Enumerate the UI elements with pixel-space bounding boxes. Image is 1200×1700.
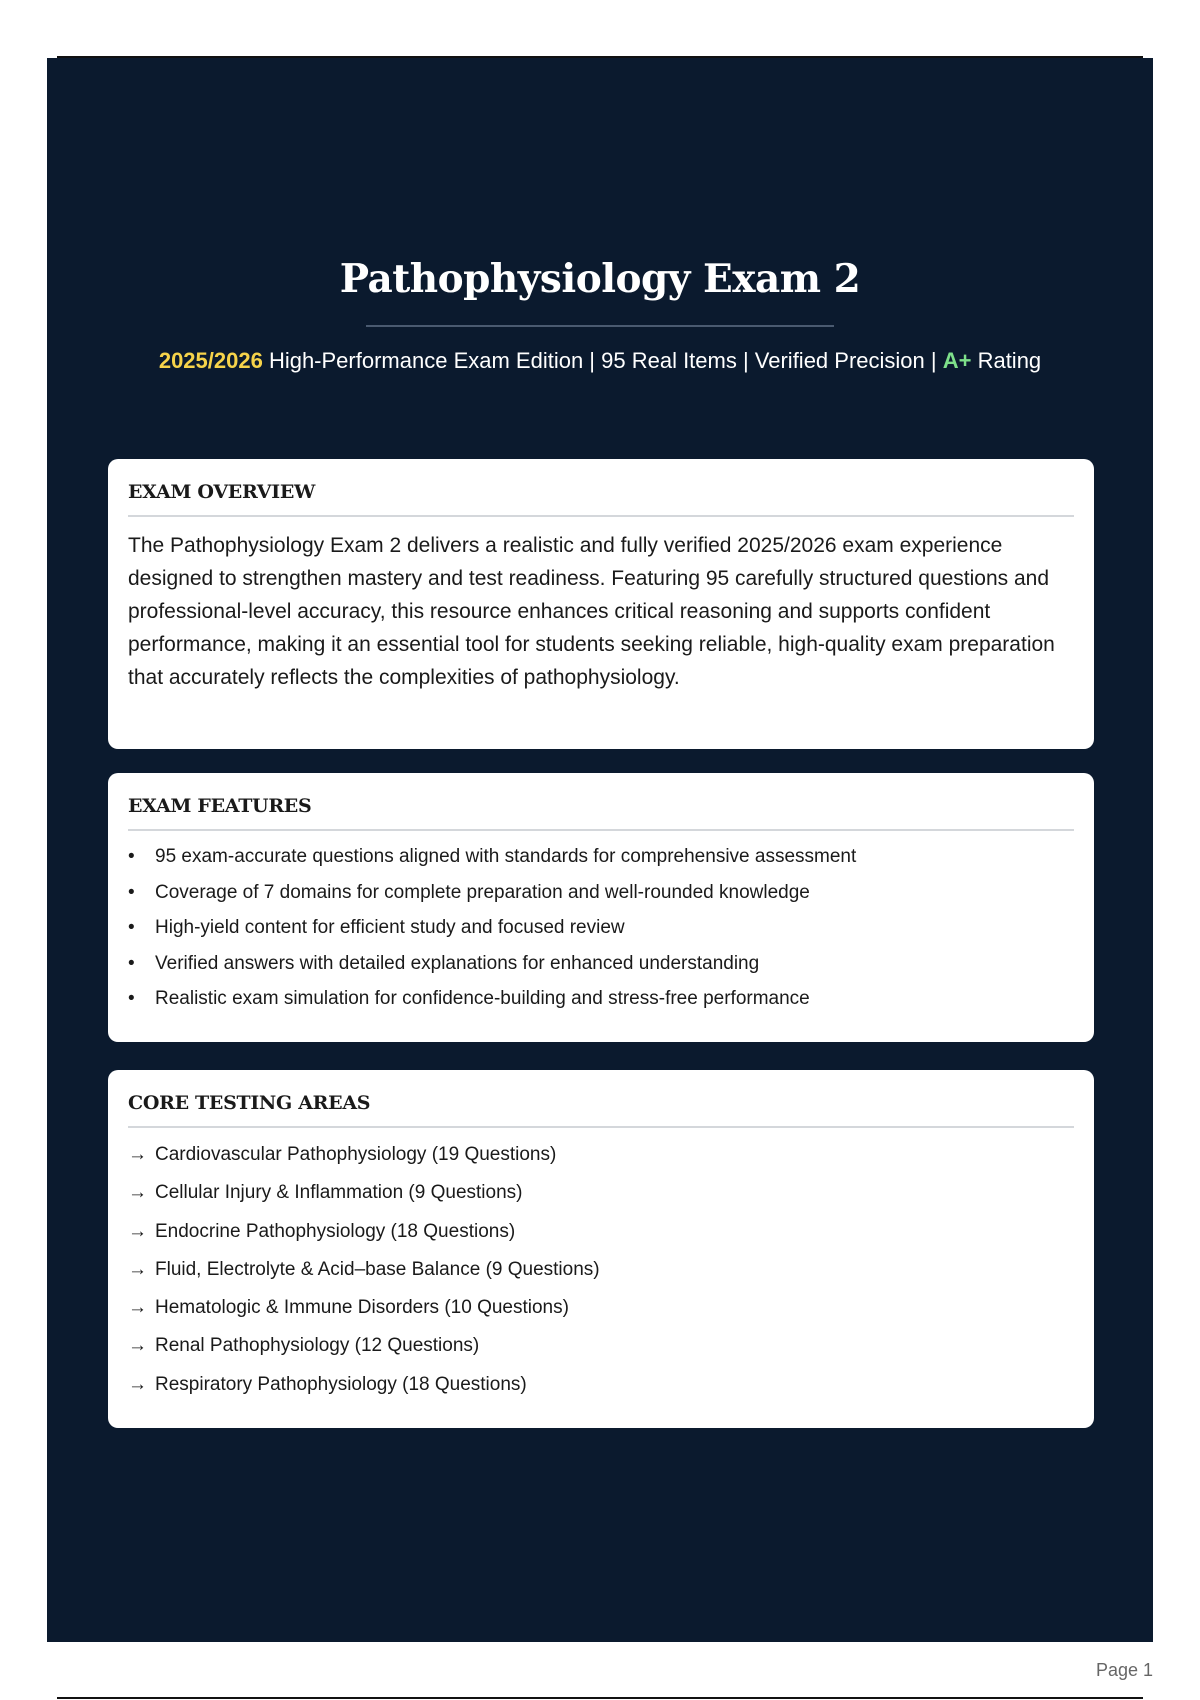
testing-area-text: Renal Pathophysiology (12 Questions) [155, 1335, 480, 1357]
testing-area-item [128, 1174, 1074, 1212]
arrow-right-icon: → [128, 1297, 147, 1319]
testing-area-item [128, 1136, 1074, 1174]
subtitle-details: High-Performance Exam Edition | 95 Real Items | Verified Precision | [262, 348, 943, 373]
feature-item [128, 946, 1074, 982]
testing-area-text: Respiratory Pathophysiology (18 Questions) [155, 1373, 527, 1395]
testing-area-text: Cellular Injury & Inflammation (9 Questions) [155, 1182, 523, 1204]
subtitle-grade: A+ [942, 348, 972, 373]
bullet-icon: • [128, 952, 135, 974]
feature-item-text: High-yield content for efficient study and focused review [155, 917, 625, 938]
feature-item-text: Coverage of 7 domains for complete preparation and well-rounded knowledge [155, 881, 810, 903]
feature-item [128, 981, 1074, 1017]
arrow-right-icon: → [128, 1335, 147, 1357]
page-number: Page 1 [1095, 1660, 1153, 1680]
bullet-icon: • [128, 917, 135, 938]
bottom-page-rule [57, 1697, 1143, 1699]
feature-item [128, 910, 1074, 946]
subtitle-rating: Rating [971, 348, 1042, 373]
page-title: Pathophysiology Exam 2 [339, 256, 861, 302]
testing-area-text: Fluid, Electrolyte & Acid–base Balance (9 Questions) [155, 1258, 600, 1280]
bullet-icon: • [128, 881, 135, 903]
exam-overview-heading: EXAM OVERVIEW [128, 481, 1074, 517]
testing-area-item [128, 1289, 1074, 1327]
bullet-icon: • [128, 988, 135, 1009]
cover-panel [47, 58, 1153, 1642]
feature-item [128, 839, 1074, 875]
testing-area-text: Hematologic & Immune Disorders (10 Questions) [155, 1297, 569, 1319]
subtitle [117, 344, 1083, 377]
testing-area-item [128, 1366, 1074, 1404]
testing-area-item [128, 1327, 1074, 1365]
exam-overview-text: The Pathophysiology Exam 2 delivers a realistic and fully verified 2025/2026 exam experience designed to strengthen mastery and test readiness. Featuring 95 carefully structured questions and professional-level accuracy, this resource enhances critical reasoning and supports confident performance, making it an essential tool for students seeking reliable, high-quality exam preparation that accurately reflects the complexities of pathophysiology. [128, 534, 1055, 689]
arrow-right-icon: → [128, 1258, 147, 1280]
testing-area-text: Endocrine Pathophysiology (18 Questions) [155, 1220, 516, 1242]
testing-area-item [128, 1251, 1074, 1289]
title-divider [366, 325, 834, 327]
bullet-icon: • [128, 846, 135, 867]
exam-features-card [108, 773, 1094, 1042]
testing-area-item [128, 1213, 1074, 1251]
arrow-right-icon: → [128, 1220, 147, 1242]
core-testing-areas-heading: CORE TESTING AREAS [128, 1092, 1074, 1128]
arrow-right-icon: → [128, 1182, 147, 1204]
exam-features-list [128, 839, 1074, 1017]
subtitle-year: 2025/2026 [158, 348, 263, 373]
feature-item [128, 875, 1074, 911]
feature-item-text: Verified answers with detailed explanations for enhanced understanding [155, 952, 760, 974]
exam-overview-card [108, 459, 1094, 749]
core-testing-areas-card [108, 1070, 1094, 1428]
core-testing-areas-list [128, 1136, 1074, 1404]
arrow-right-icon: → [128, 1373, 147, 1395]
testing-area-text: Cardiovascular Pathophysiology (19 Questions) [155, 1144, 557, 1165]
arrow-right-icon: → [128, 1144, 147, 1165]
exam-features-heading: EXAM FEATURES [128, 795, 1074, 831]
feature-item-text: Realistic exam simulation for confidence-building and stress-free performance [155, 988, 810, 1009]
feature-item-text: 95 exam-accurate questions aligned with standards for comprehensive assessment [155, 846, 857, 867]
